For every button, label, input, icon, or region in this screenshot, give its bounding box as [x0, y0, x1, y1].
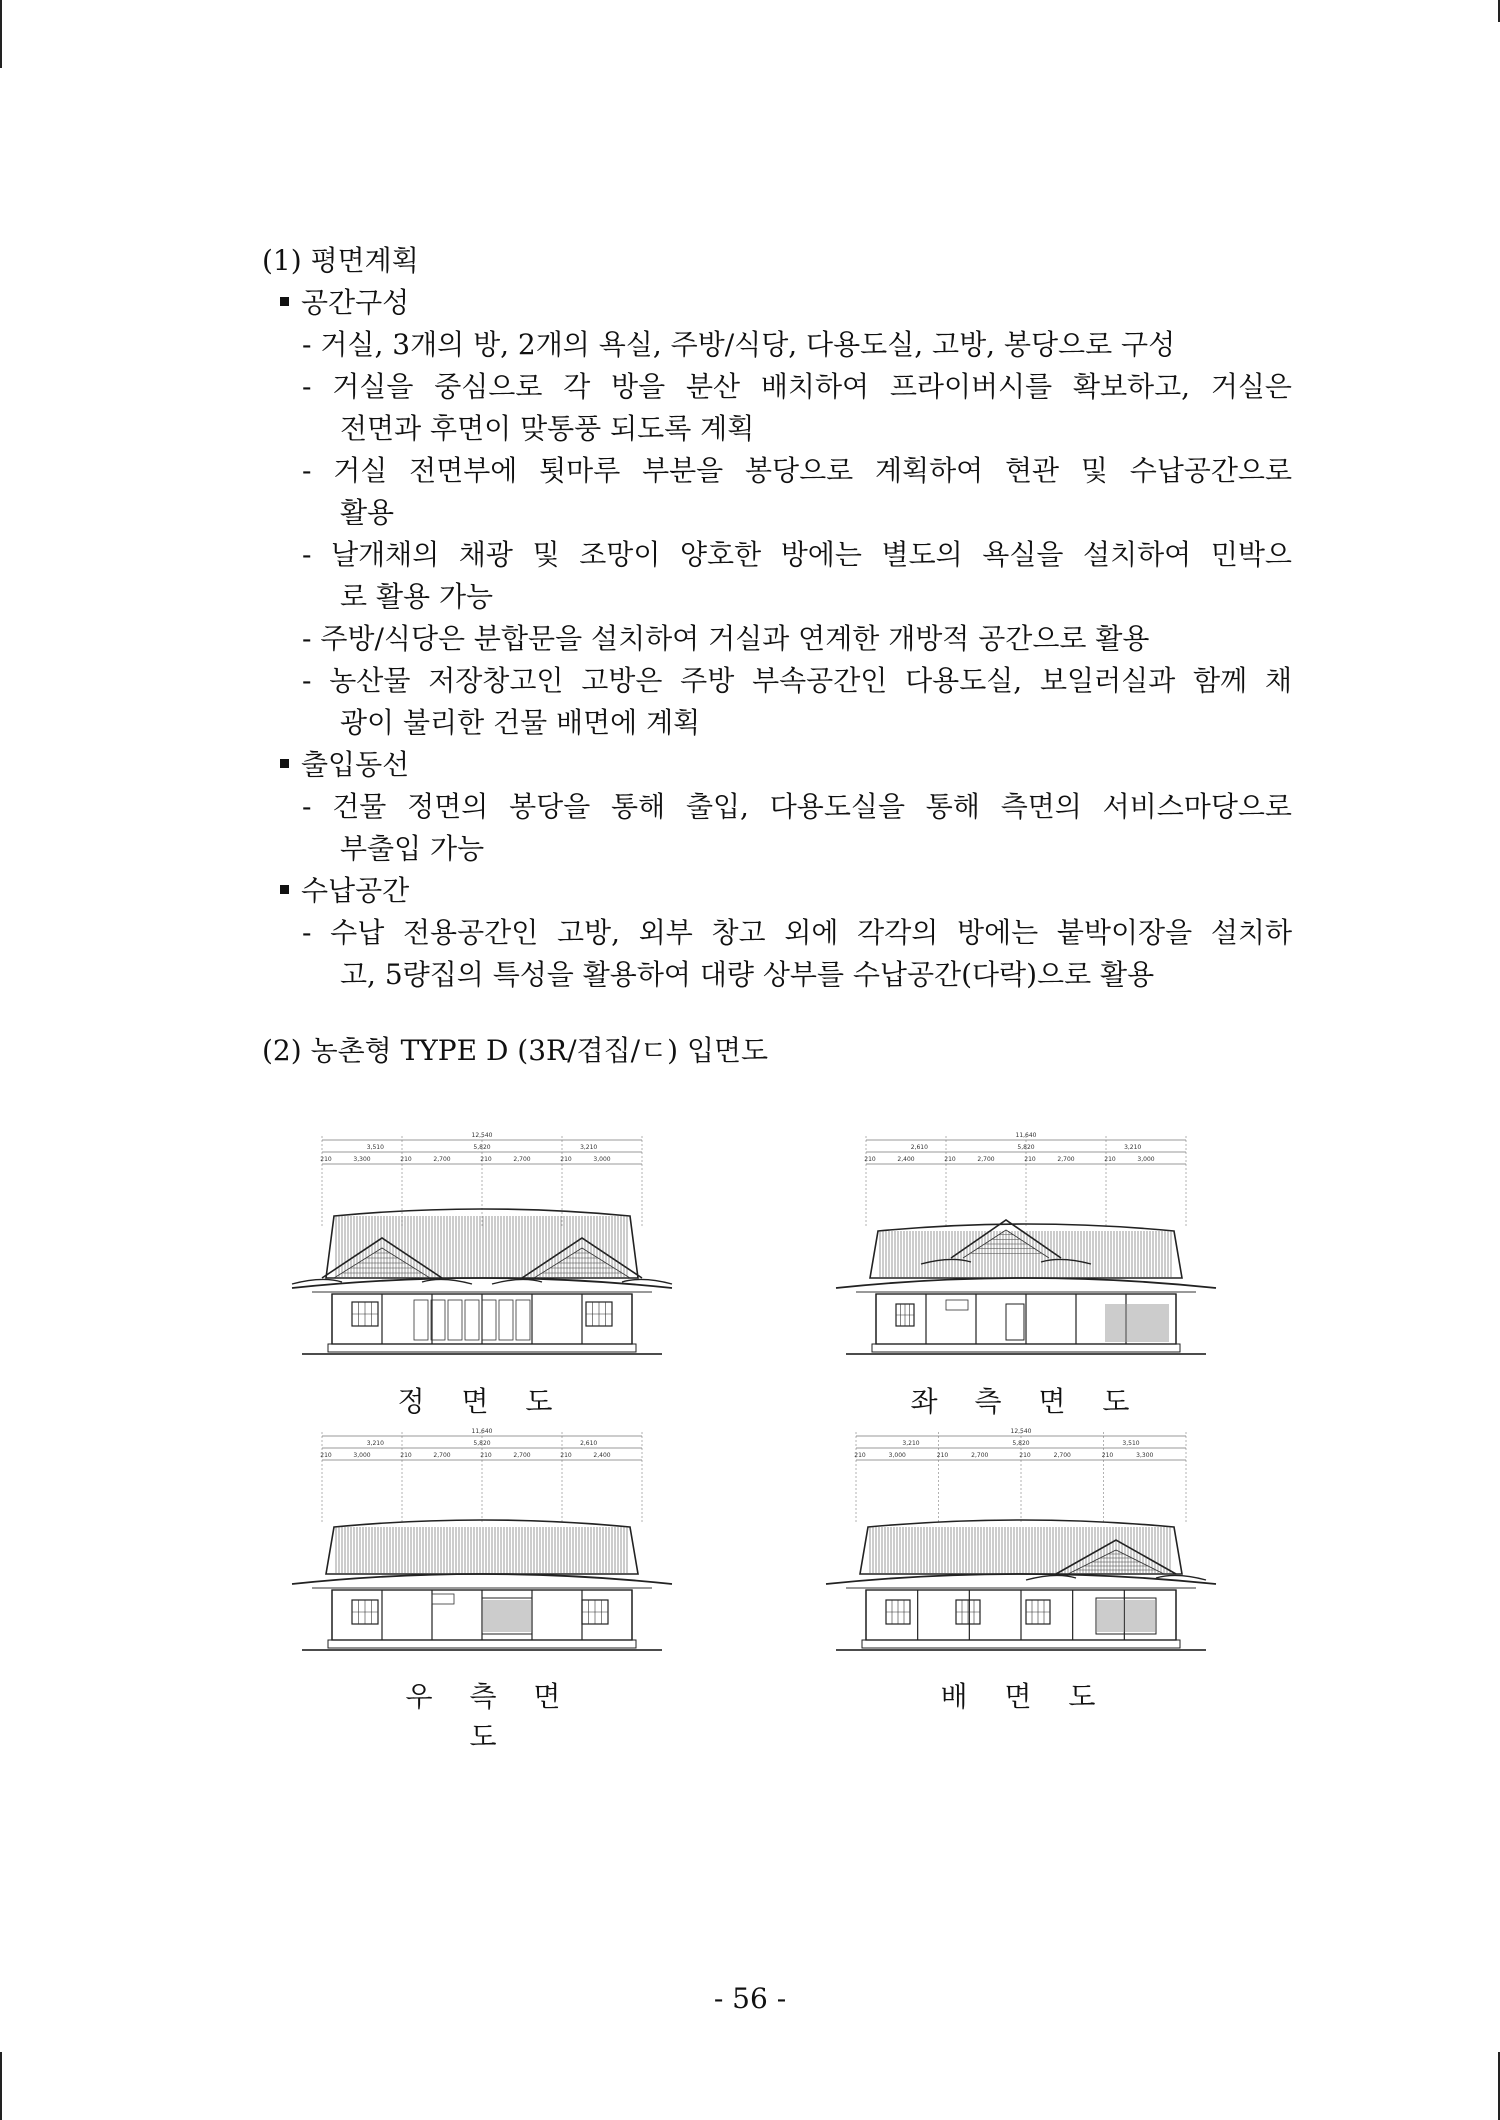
door — [1006, 1304, 1024, 1340]
dimension-label: 210 — [320, 1452, 332, 1459]
dimension-label: 2,610 — [910, 1144, 928, 1151]
dimension-label: 3,210 — [902, 1440, 920, 1447]
rear-elevation-drawing — [816, 1424, 1226, 1664]
dimension-label: 210 — [560, 1156, 572, 1163]
rear-elevation-caption: 배 면 도 — [940, 1680, 1110, 1713]
eave-line — [292, 1278, 672, 1288]
dash-item: - 농산물 저장창고인 고방은 주방 부속공간인 다용도실, 보일러실과 함께 채 — [302, 664, 1292, 697]
dimension-label: 210 — [864, 1156, 876, 1163]
high-window — [946, 1300, 968, 1310]
dimension-label: 3,210 — [366, 1440, 384, 1447]
dimension-label: 2,700 — [1057, 1156, 1075, 1163]
dimension-label: 2,400 — [897, 1156, 915, 1163]
square-bullet-icon — [280, 885, 289, 894]
right-elevation-drawing — [282, 1424, 682, 1664]
stone-base — [328, 1344, 636, 1352]
front-elevation-caption: 정 면 도 — [397, 1385, 567, 1418]
sliding-door-panel — [414, 1300, 428, 1340]
stone-base — [862, 1640, 1180, 1648]
sliding-door-panel — [482, 1300, 496, 1340]
dash-item-continuation: 활용 — [340, 496, 395, 529]
dimension-label: 2,700 — [1053, 1452, 1071, 1459]
dimension-label: 2,700 — [433, 1452, 451, 1459]
section-1-title: (1) 평면계획 — [262, 244, 419, 277]
eave-line — [836, 1278, 1216, 1288]
dimension-label: 210 — [560, 1452, 572, 1459]
bullet-space-composition: 공간구성 — [262, 282, 1292, 324]
dimension-label: 5,820 — [473, 1440, 491, 1447]
eave-line — [292, 1574, 672, 1584]
dimension-label: 2,400 — [593, 1452, 611, 1459]
dash-item: - 건물 정면의 봉당을 통해 출입, 다용도실을 통해 측면의 서비스마당으로 — [302, 790, 1292, 823]
dimension-label: 210 — [936, 1452, 949, 1459]
dimension-label: 210 — [1101, 1452, 1114, 1459]
dimension-label: 3,510 — [1122, 1440, 1140, 1447]
dimension-label: 210 — [1104, 1156, 1116, 1163]
storage-vent — [482, 1598, 532, 1634]
dimension-label: 5,820 — [1017, 1144, 1035, 1151]
eave-curve — [1026, 1575, 1076, 1580]
sliding-door-panel — [431, 1300, 445, 1340]
dimension-label: 5,820 — [473, 1144, 491, 1151]
square-bullet-icon — [280, 759, 289, 768]
bullet-circulation: 출입동선 — [262, 744, 1292, 786]
dash-item-continuation: 부출입 가능 — [340, 832, 485, 865]
left-elevation-caption: 좌 측 면 도 — [910, 1385, 1144, 1418]
eave-curve — [492, 1279, 542, 1284]
dash-item: - 거실 전면부에 툇마루 부분을 봉당으로 계획하여 현관 및 수납공간으로 — [302, 454, 1292, 487]
dash-item: - 수납 전용공간인 고방, 외부 창고 외에 각각의 방에는 붙박이장을 설치하 — [302, 916, 1292, 949]
dimension-label: 5,820 — [1012, 1440, 1030, 1447]
eave-line — [826, 1574, 1216, 1584]
dimension-label: 3,210 — [1124, 1144, 1142, 1151]
dash-item: - 거실, 3개의 방, 2개의 욕실, 주방/식당, 다용도실, 고방, 봉당으로 구성 — [302, 328, 1176, 361]
dimension-label: 210 — [400, 1156, 412, 1163]
dimension-label: 2,700 — [433, 1156, 451, 1163]
dash-item-continuation: 로 활용 가능 — [340, 580, 494, 613]
section-2-title: (2) 농촌형 TYPE D (3R/겹집/ㄷ) 입면도 — [262, 1034, 769, 1067]
dimension-label: 3,000 — [353, 1452, 371, 1459]
dimension-label: 210 — [1024, 1156, 1036, 1163]
dimension-label: 12,540 — [471, 1132, 493, 1139]
dash-item: - 주방/식당은 분합문을 설치하여 거실과 연계한 개방적 공간으로 활용 — [302, 622, 1150, 655]
stone-base — [328, 1640, 636, 1648]
dash-item: - 날개채의 채광 및 조망이 양호한 방에는 별도의 욕실을 설치하여 민박으 — [302, 538, 1292, 571]
sliding-door-panel — [516, 1300, 530, 1340]
section-1-body — [262, 240, 1292, 996]
dimension-label: 2,700 — [513, 1156, 531, 1163]
dash-item: - 거실을 중심으로 각 방을 분산 배치하여 프라이버시를 확보하고, 거실은 — [302, 370, 1292, 403]
sliding-door-panel — [448, 1300, 462, 1340]
dimension-label: 3,000 — [1137, 1156, 1155, 1163]
dimension-label: 210 — [400, 1452, 412, 1459]
sliding-door-panel — [465, 1300, 479, 1340]
dash-item-continuation: 고, 5량집의 특성을 활용하여 대량 상부를 수납공간(다락)으로 활용 — [340, 958, 1155, 991]
bullet-storage: 수납공간 — [262, 870, 1292, 912]
dimension-label: 3,300 — [353, 1156, 371, 1163]
dimension-label: 210 — [944, 1156, 956, 1163]
dash-item-continuation: 전면과 후면이 맞통풍 되도록 계획 — [340, 412, 755, 445]
dimension-label: 3,000 — [593, 1156, 611, 1163]
dimension-label: 3,210 — [580, 1144, 598, 1151]
dimension-label: 2,610 — [580, 1440, 598, 1447]
dimension-label: 3,300 — [1136, 1452, 1154, 1459]
page-number: - 56 - — [713, 1982, 787, 2015]
square-bullet-icon — [280, 297, 289, 306]
dimension-label: 210 — [480, 1452, 492, 1459]
dimension-label: 3,510 — [366, 1144, 384, 1151]
dimension-label: 11,640 — [1015, 1132, 1037, 1139]
dimension-label: 12,540 — [1010, 1428, 1032, 1435]
right-elevation-caption: 우 측 면 도 — [405, 1680, 575, 1753]
dimension-label: 210 — [320, 1156, 332, 1163]
dimension-label: 11,640 — [471, 1428, 493, 1435]
dash-item-continuation: 광이 불리한 건물 배면에 계획 — [340, 706, 701, 739]
dimension-label: 2,700 — [513, 1452, 531, 1459]
dimension-label: 2,700 — [977, 1156, 995, 1163]
dimension-label: 2,700 — [971, 1452, 989, 1459]
dimension-label: 210 — [480, 1156, 492, 1163]
sliding-door-panel — [499, 1300, 513, 1340]
dimension-label: 210 — [854, 1452, 866, 1459]
dimension-label: 210 — [1019, 1452, 1031, 1459]
high-window — [432, 1594, 454, 1604]
crop-mark-top-left — [0, 0, 2, 68]
eave-curve — [422, 1279, 472, 1284]
crop-mark-bottom-left — [0, 2052, 2, 2120]
stone-base — [872, 1344, 1180, 1352]
dimension-label: 3,000 — [888, 1452, 906, 1459]
left-elevation-drawing — [826, 1128, 1226, 1368]
front-elevation-drawing — [282, 1128, 682, 1368]
